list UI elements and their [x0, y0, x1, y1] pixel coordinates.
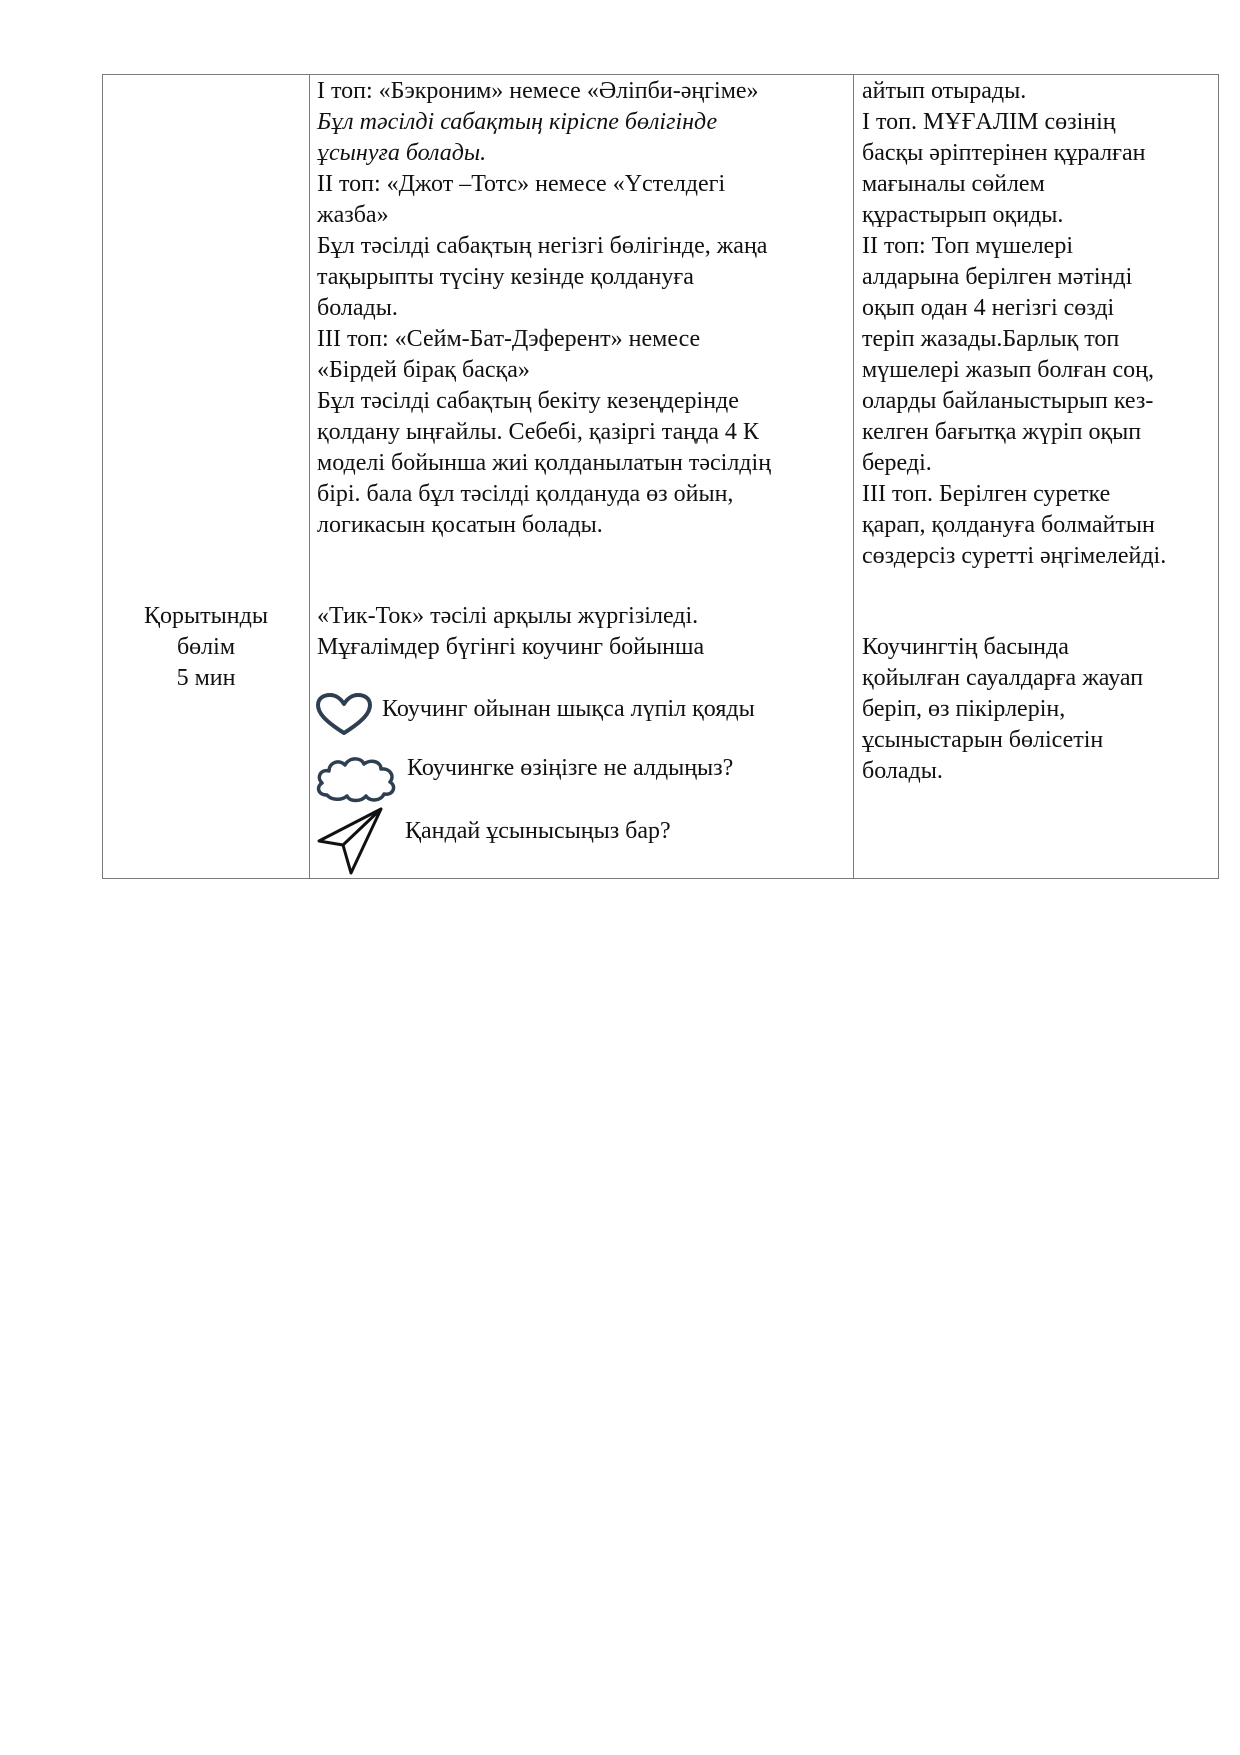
heart-icon — [315, 693, 373, 737]
column-divider-1 — [309, 75, 310, 878]
lesson-plan-table — [102, 74, 1219, 879]
right-line: құрастырып оқиды. — [862, 202, 1064, 228]
stage-name: Қорытынды — [144, 603, 268, 629]
reflection-item-plane: Қандай ұсынысыңыз бар? — [405, 818, 671, 844]
middle-line: бірі. бала бұл тәсілді қолдануда өз ойын, — [317, 481, 734, 507]
cloud-icon — [313, 751, 399, 805]
middle-line: «Бірдей бірақ басқа» — [317, 357, 530, 383]
right-line: теріп жазады.Барлық топ — [862, 326, 1120, 352]
reflection-item-heart: Коучинг ойынан шықса лүпіл қояды — [382, 696, 755, 722]
right-line: келген бағытқа жүріп оқып — [862, 419, 1142, 445]
middle-line: логикасын қосатын болады. — [317, 512, 603, 538]
conclusion-line: қойылған сауалдарға жауап — [862, 665, 1144, 691]
conclusion-line: Коучингтің басында — [862, 634, 1069, 660]
reflection-line: Мұғалімдер бүгінгі коучинг бойынша — [317, 634, 705, 660]
stage-duration: 5 мин — [176, 665, 236, 691]
right-line: береді. — [862, 450, 932, 476]
right-line: I топ. МҰҒАЛІМ сөзінің — [862, 109, 1116, 135]
right-line: басқы әріптерінен құралған — [862, 140, 1146, 166]
right-line: II топ: Топ мүшелері — [862, 233, 1073, 259]
right-line: III топ. Берілген суретке — [862, 481, 1111, 507]
stage-part: бөлім — [176, 634, 236, 660]
right-line: мағыналы сөйлем — [862, 171, 1045, 197]
middle-line: қолдану ыңғайлы. Себебі, қазіргі таңда 4 К — [317, 419, 759, 445]
middle-line: ұсынуға болады. — [317, 140, 487, 166]
right-line: айтып отырады. — [862, 78, 1027, 104]
right-line: мүшелері жазып болған соң, — [862, 357, 1155, 383]
conclusion-line: болады. — [862, 758, 943, 784]
right-line: қарап, қолдануға болмайтын — [862, 512, 1155, 538]
reflection-line: «Тик-Ток» тәсілі арқылы жүргізіледі. — [317, 603, 699, 629]
right-line: оқып одан 4 негізгі сөзді — [862, 295, 1115, 321]
middle-line: болады. — [317, 295, 398, 321]
middle-line: моделі бойынша жиі қолданылатын тәсілдің — [317, 450, 772, 476]
middle-line: Бұл тәсілді сабақтың негізгі бөлігінде, жаңа — [317, 233, 768, 259]
middle-line: жазба» — [317, 202, 389, 228]
right-line: алдарына берілген мәтінді — [862, 264, 1133, 290]
middle-line: тақырыпты түсіну кезінде қолдануға — [317, 264, 694, 290]
paper-plane-icon — [315, 805, 385, 877]
reflection-item-cloud: Коучингке өзіңізге не алдыңыз? — [407, 755, 734, 781]
conclusion-line: беріп, өз пікірлерін, — [862, 696, 1066, 722]
right-line: оларды байланыстырып кез- — [862, 388, 1154, 414]
middle-line: III топ: «Сейм-Бат-Дэферент» немесе — [317, 326, 701, 352]
column-divider-2 — [853, 75, 854, 878]
conclusion-line: ұсыныстарын бөлісетін — [862, 727, 1104, 753]
middle-line: Бұл тәсілді сабақтың кіріспе бөлігінде — [317, 109, 718, 135]
right-line: сөздерсіз суретті әңгімелейді. — [862, 543, 1167, 569]
middle-line: I топ: «Бэкроним» немесе «Әліпби-әңгіме» — [317, 78, 759, 104]
middle-line: Бұл тәсілді сабақтың бекіту кезеңдерінде — [317, 388, 739, 414]
middle-line: II топ: «Джот –Тотс» немесе «Үстелдегі — [317, 171, 726, 197]
